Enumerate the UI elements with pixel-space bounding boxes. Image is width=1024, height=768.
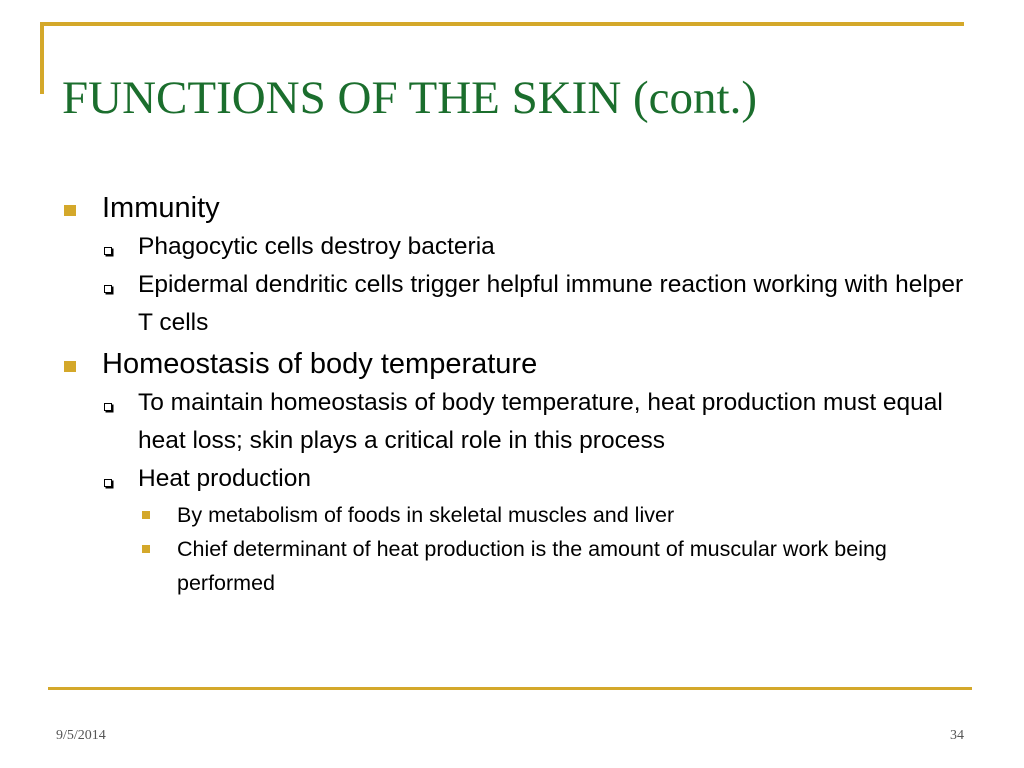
bullet-text: Immunity [102,192,220,224]
footer-divider [48,687,972,690]
sub-bullet-dendritic [62,266,982,342]
sub-sub-bullet-metabolism [62,498,982,532]
sub-bullet-maintain [62,384,982,460]
bullet-text: To maintain homeostasis of body temperature, heat production must equal heat loss; skin plays a critical role in this process [138,389,943,454]
slide-title: FUNCTIONS OF THE SKIN (cont.) [62,72,757,124]
bullet-text: Heat production [138,465,311,492]
hollow-square-bullet-icon [104,247,112,255]
square-bullet-icon [64,361,76,372]
frame-top-line [40,22,964,26]
bullet-text: Chief determinant of heat production is the amount of muscular work being performed [177,537,887,595]
sub-bullet-phagocytic [62,228,982,266]
frame-vertical-line [40,22,44,94]
bullet-text: Phagocytic cells destroy bacteria [138,233,495,260]
hollow-square-bullet-icon [104,285,112,293]
bullet-immunity [62,188,982,228]
small-square-bullet-icon [142,545,150,553]
footer-date: 9/5/2014 [56,728,106,743]
small-square-bullet-icon [142,511,150,519]
bullet-text: Epidermal dendritic cells trigger helpful immune reaction working with helper T cells [138,271,964,336]
bullet-homeostasis [62,344,982,384]
sub-sub-bullet-chief-determinant [62,532,982,600]
page-number: 34 [950,728,964,743]
square-bullet-icon [64,205,76,216]
hollow-square-bullet-icon [104,403,112,411]
bullet-text: Homeostasis of body temperature [102,348,538,380]
bullet-text: By metabolism of foods in skeletal muscles and liver [177,503,675,527]
hollow-square-bullet-icon [104,479,112,487]
sub-bullet-heat-production [62,460,982,498]
bullet-list [62,188,982,600]
